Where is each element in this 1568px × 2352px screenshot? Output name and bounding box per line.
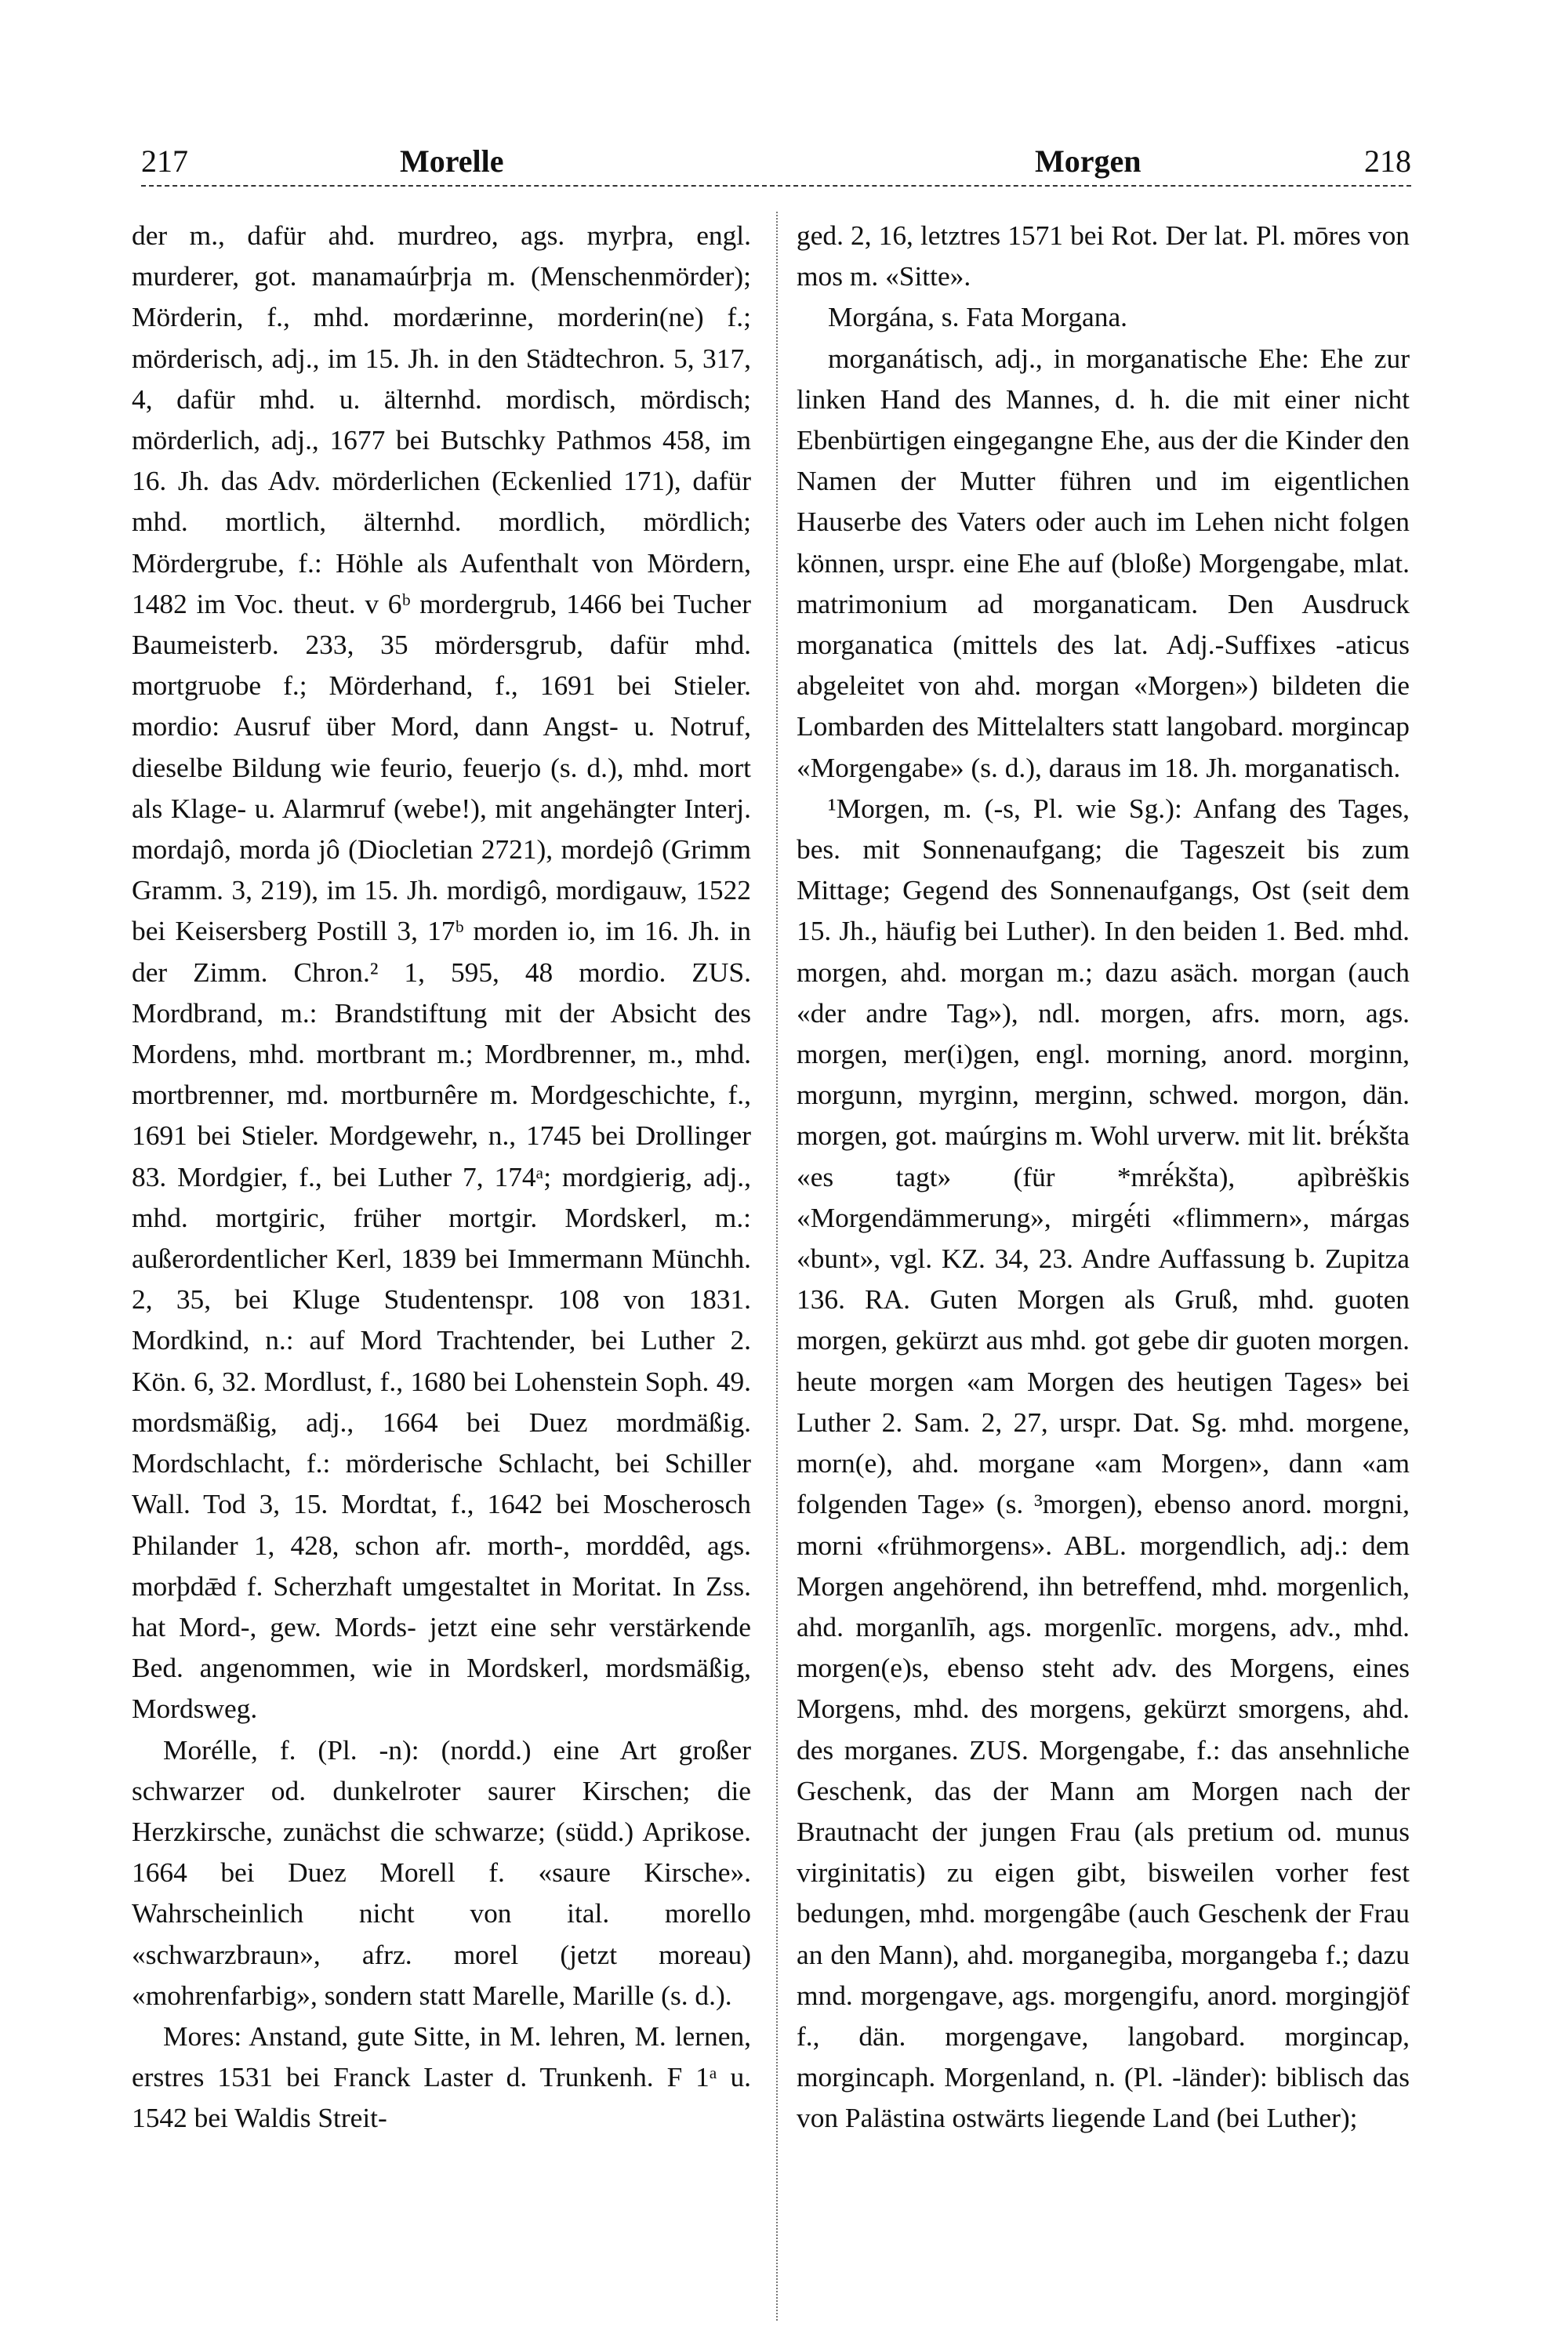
entry-morgen: ¹Morgen, m. (-s, Pl. wie Sg.): Anfang des Tages, bes. mit Sonnenaufgang; die Tageszeit bis zum Mittage; Gegend des Sonnenaufgangs, Ost (seit dem 15. Jh., häufig bei Luther). In den beiden 1. Bed. mhd. morgen, ahd. morgan m.; dazu asäch. morgan (auch «der andre Tag»), ndl. morgen, afrs. morn, ags. morgen, mer(i)gen, engl. morning, anord. morginn, morgunn, myrginn, merginn, schwed. morgon, dän. morgen, got. maúrgins m. Wohl urverw. mit lit. brė́kšta «es tagt» (für *mrė́kšta), apìbrėškis «Morgendämmerung», mirgė́ti «flimmern», márgas «bunt», vgl. KZ. 34, 23. Andre Auffassung b. Zupitza 136. RA. Guten Morgen als Gruß, mhd. guoten morgen, gekürzt aus mhd. got gebe dir guoten morgen. heute morgen «am Morgen des heutigen Tages» bei Luther 2. Sam. 2, 27, urspr. Dat. Sg. mhd. morgene, morn(e), ahd. morgane «am Morgen», dann «am folgenden Tage» (s. ³morgen), ebenso anord. morgni, morni «frühmorgens». ABL. morgendlich, adj.: dem Morgen angehörend, ihn betreffend, mhd. morgenlich, ahd. morganlīh, ags. morgenlīc. morgens, adv., mhd. morgen(e)s, ebenso steht adv. des Morgens, eines Morgens, mhd. des morgens, gekürzt smorgens, ahd. des morganes. ZUS. Morgengabe, f.: das ansehnliche Geschenk, das der Mann am Morgen nach der Brautnacht der jungen Frau (als pretium od. munus virginitatis) zu eigen gibt, bisweilen vorher fest bedungen, mhd. morgengâbe (auch Geschenk der Frau an den Mann), ahd. morganegiba, morgangeba f.; dazu mnd. morgengave, ags. morgengifu, anord. morgingjöf f., dän. morgengave, langobard. morgincap, morgincaph. Morgenland, n. (Pl. -länder): biblisch das von Palästina ostwärts liegende Land (bei Luther); xyxy=(797,792,1410,2134)
right-column xyxy=(797,215,1410,2285)
guide-word-left: Morelle xyxy=(400,143,504,179)
page-number-left: 217 xyxy=(141,143,188,179)
running-header xyxy=(141,138,1411,187)
column-divider xyxy=(776,212,778,2321)
guide-word-right: Morgen xyxy=(1035,143,1142,179)
entry-mord-continuation: der m., dafür ahd. murdreo, ags. myrþra, engl. murderer, got. manamaúrþrja m. (Menschenmörder); Mörderin, f., mhd. mordærinne, morderin(ne) f.; mörderisch, adj., im 15. Jh. in den Städtechron. 5, 317, 4, dafür mhd. u. älternhd. mordisch, mördisch; mörderlich, adj., 1677 bei Butschky Pathmos 458, im 16. Jh. das Adv. mörderlichen (Eckenlied 171), dafür mhd. mortlich, älternhd. mordlich, mördlich; Mördergrube, f.: Höhle als Aufenthalt von Mördern, 1482 im Voc. theut. v 6ᵇ mordergrub, 1466 bei Tucher Baumeisterb. 233, 35 mördersgrub, dafür mhd. mortgruobe f.; Mörderhand, f., 1691 bei Stieler. mordio: Ausruf über Mord, dann Angst- u. Notruf, dieselbe Bildung wie feurio, feuerjo (s. d.), mhd. mort als Klage- u. Alarmruf (webe!), mit angehängter Interj. mordajô, morda jô (Diocletian 2721), mordejô (Grimm Gramm. 3, 219), im 15. Jh. mordigô, mordigauw, 1522 bei Keisersberg Postill 3, 17ᵇ morden io, im 16. Jh. in der Zimm. Chron.² 1, 595, 48 mordio. ZUS. Mordbrand, m.: Brandstiftung mit der Absicht des Mordens, mhd. mortbrant m.; Mordbrenner, m., mhd. mortbrenner, md. mortburnêre m. Mordgeschichte, f., 1691 bei Stieler. Mordgewehr, n., 1745 bei Drollinger 83. Mordgier, f., bei Luther 7, 174ᵃ; mordgierig, adj., mhd. mortgiric, früher mortgir. Mordskerl, m.: außerordentlicher Kerl, 1839 bei Immermann Münchh. 2, 35, bei Kluge Studentenspr. 108 von 1831. Mordkind, n.: auf Mord Trachtender, bei Luther 2. Kön. 6, 32. Mordlust, f., 1680 bei Lohenstein Soph. 49. mordsmäßig, adj., 1664 bei Duez mordmäßig. Mordschlacht, f.: mörderische Schlacht, bei Schiller Wall. Tod 3, 15. Mordtat, f., 1642 bei Moscherosch Philander 1, 428, schon afr. morth-, morddêd, ags. morþdǣd f. Scherzhaft umgestaltet in Moritat. In Zss. hat Mord-, gew. Mords- jetzt eine sehr verstärkende Bed. angenommen, wie in Mordskerl, mordsmäßig, Mordsweg. xyxy=(132,220,751,1725)
entry-morelle: Morélle, f. (Pl. -n): (nordd.) eine Art großer schwarzer od. dunkelroter saurer Kirschen; die Herzkirsche, zunächst die schwarze; (südd.) Aprikose. 1664 bei Duez Morell f. «saure Kirsche». Wahrscheinlich nicht von ital. morello «schwarzbraun», afrz. morel (jetzt moreau) «mohrenfarbig», sondern statt Marelle, Marille (s. d.). xyxy=(132,1733,751,2011)
entry-mores-continuation: ged. 2, 16, letztres 1571 bei Rot. Der lat. Pl. mōres von mos m. «Sitte». xyxy=(797,220,1410,292)
entry-morganatisch: morganátisch, adj., in morganatische Ehe: Ehe zur linken Hand des Mannes, d. h. die mit einer nicht Ebenbürtigen eingegangne Ehe, aus der die Kinder den Namen der Mutter führen und im eigentlichen Hauserbe des Vaters oder auch im Lehen nicht folgen können, urspr. eine Ehe auf (bloße) Morgengabe, mlat. matrimonium ad morganaticam. Den Ausdruck morganatica (mittels des lat. Adj.-Suffixes -aticus abgeleitet von ahd. morgan «Morgen») bildeten die Lombarden des Mittelalters statt langobard. morgincap «Morgengabe» (s. d.), daraus im 18. Jh. morganatisch. xyxy=(797,342,1410,783)
entry-mores: Mores: Anstand, gute Sitte, in M. lehren, M. lernen, erstres 1531 bei Franck Laster d. Trunkenh. F 1ᵃ u. 1542 bei Waldis Streit- xyxy=(132,2020,751,2134)
entry-morgana: Morgána, s. Fata Morgana. xyxy=(828,301,1128,333)
page-number-right: 218 xyxy=(1364,143,1411,179)
left-column xyxy=(132,215,751,2285)
